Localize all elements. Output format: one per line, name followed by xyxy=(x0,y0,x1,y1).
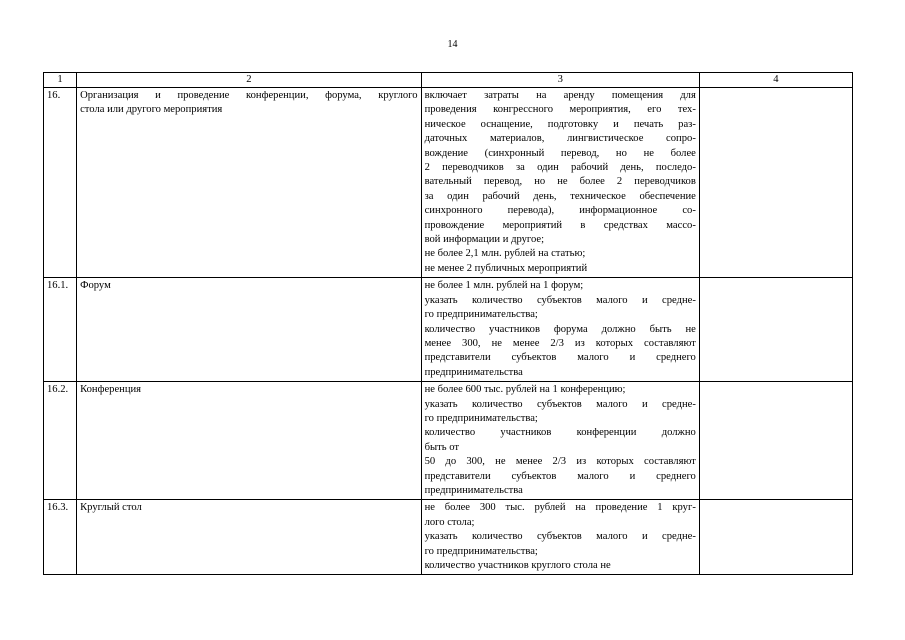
expense-description-line: указать количество субъектов малого и средне- xyxy=(424,294,696,306)
expense-description-line: проведения конгрессного мероприятия, его тех- xyxy=(424,104,696,116)
row-number: 16.1. xyxy=(44,278,77,382)
cost-table xyxy=(43,72,853,575)
expense-name-line: Конференция xyxy=(80,384,142,396)
expense-description-line: вательный перевод, но не более 2 переводчиков xyxy=(424,176,696,188)
expense-name xyxy=(77,88,421,278)
expense-name xyxy=(77,382,421,500)
row-number: 16. xyxy=(44,88,77,278)
expense-name xyxy=(77,500,421,575)
expense-description-line: за один рабочий день, техническое обеспечение xyxy=(424,190,696,202)
expense-description-line: не менее 2 публичных мероприятий xyxy=(424,262,588,274)
row-number: 16.3. xyxy=(44,500,77,575)
column-header: 2 xyxy=(77,73,421,88)
expense-description-line: 50 до 300, не менее 2/3 из которых составляют xyxy=(424,456,696,468)
column-4-cell xyxy=(699,500,852,575)
expense-description-line: указать количество субъектов малого и средне- xyxy=(424,531,696,543)
expense-description-line: го предпринимательства; xyxy=(424,545,538,557)
expense-description-line: не более 600 тыс. рублей на 1 конференцию; xyxy=(424,384,626,396)
expense-description-line: 2 переводчиков за один рабочий день, последо- xyxy=(424,162,696,174)
expense-description-line: менее 300, не менее 2/3 из которых составляют xyxy=(424,337,696,349)
expense-description-line: провождение мероприятий в средствах массо- xyxy=(424,219,696,231)
column-header: 3 xyxy=(421,73,699,88)
expense-description-line: синхронного перевода), информационное со- xyxy=(424,205,696,217)
expense-name-line: Круглый стол xyxy=(80,502,142,514)
table-row xyxy=(44,88,853,278)
expense-description-line: представители субъектов малого и среднего xyxy=(424,352,696,364)
expense-description-line: лого стола; xyxy=(424,516,475,528)
expense-name-line: Организация и проведение конференции, форума, круглого xyxy=(80,90,418,101)
table-body xyxy=(44,88,853,575)
column-4-cell xyxy=(699,382,852,500)
expense-description-line: го предпринимательства; xyxy=(424,309,538,321)
table-row xyxy=(44,500,853,575)
expense-description-line: ническое оснащение, подготовку и печать раз- xyxy=(424,118,696,130)
expense-description-line: количество участников круглого стола не xyxy=(424,560,611,571)
expense-description-line: не более 2,1 млн. рублей на статью; xyxy=(424,248,586,260)
expense-description-line: количество участников конференции должно xyxy=(424,427,696,439)
table-row xyxy=(44,382,853,500)
expense-description-line: не более 300 тыс. рублей на проведение 1 круг- xyxy=(424,502,696,514)
expense-description-line: включает затраты на аренду помещения для xyxy=(424,90,696,101)
page-number: 14 xyxy=(447,39,458,50)
expense-description-line: представители субъектов малого и среднего xyxy=(424,470,696,482)
expense-description-line: даточных материалов, лингвистическое сопро- xyxy=(424,133,696,145)
column-header: 1 xyxy=(44,73,77,88)
column-4-cell xyxy=(699,88,852,278)
expense-description xyxy=(421,500,699,575)
expense-description xyxy=(421,278,699,382)
expense-description-line: вождение (синхронный перевод, но не более xyxy=(424,147,696,159)
expense-name-line: Форум xyxy=(80,280,111,292)
row-number: 16.2. xyxy=(44,382,77,500)
table-header-row xyxy=(44,73,853,88)
expense-description-line: предпринимательства xyxy=(424,366,523,378)
expense-description-line: предпринимательства xyxy=(424,484,523,496)
expense-description-line: указать количество субъектов малого и средне- xyxy=(424,398,696,410)
table-row xyxy=(44,278,853,382)
column-header: 4 xyxy=(699,73,852,88)
expense-description-line: быть от xyxy=(424,441,459,453)
expense-description-line: количество участников форума должно быть не xyxy=(424,323,696,335)
expense-description-line: не более 1 млн. рублей на 1 форум; xyxy=(424,280,584,292)
expense-description xyxy=(421,88,699,278)
expense-description xyxy=(421,382,699,500)
column-4-cell xyxy=(699,278,852,382)
expense-description-line: вой информации и другое; xyxy=(424,234,545,246)
expense-name-line: стола или другого мероприятия xyxy=(80,104,223,116)
expense-name xyxy=(77,278,421,382)
expense-description-line: го предпринимательства; xyxy=(424,412,538,424)
